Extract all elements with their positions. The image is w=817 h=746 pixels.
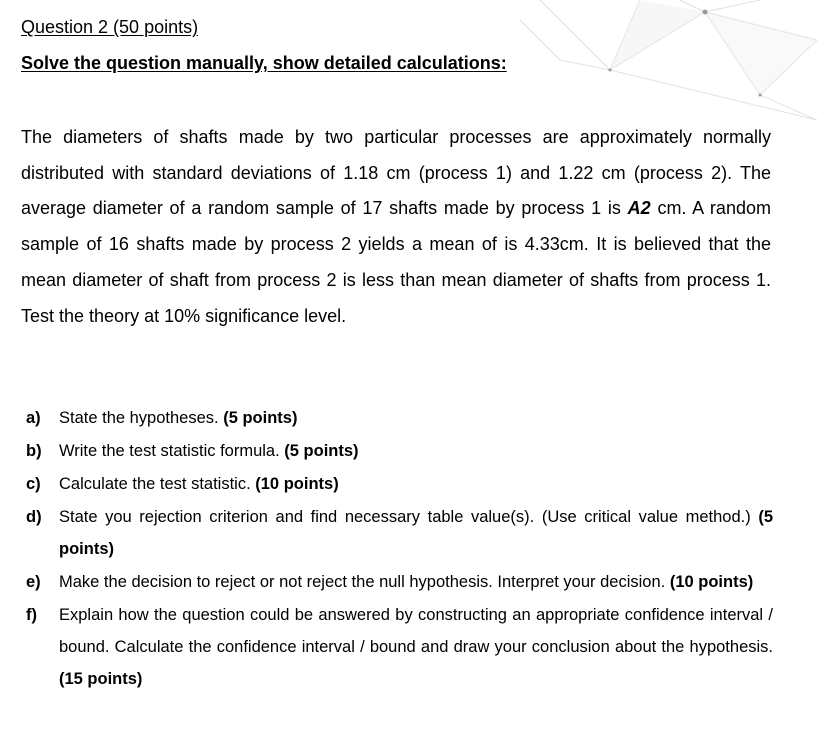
variable-a2: A2 xyxy=(627,198,651,219)
item-points: (5 points) xyxy=(223,409,298,427)
item-letter: d) xyxy=(26,508,42,526)
list-item xyxy=(21,501,773,565)
list-item xyxy=(21,468,773,500)
list-item xyxy=(21,402,773,434)
item-letter: f) xyxy=(26,606,37,624)
list-item xyxy=(21,435,773,467)
item-text: State the hypotheses. xyxy=(59,409,219,427)
item-letter: b) xyxy=(26,442,42,460)
instruction-heading: Solve the question manually, show detailed calculations: xyxy=(21,53,507,73)
problem-text-part2: cm. A random sample of 16 shafts made by process 2 yields a mean of is 4.33cm. It is believed that the mean diameter of shaft from process 2 is less than mean diameter of shafts from process 1. Test the theory at 10% significance level. xyxy=(21,198,771,326)
item-points: (10 points) xyxy=(255,475,339,493)
problem-text-part1: The diameters of shafts made by two particular processes are approximately normally distributed with standard deviations of 1.18 cm (process 1) and 1.22 cm (process 2). The average diameter of a random sample of 17 shafts made by process 1 is xyxy=(21,127,771,219)
question-title: Question 2 (50 points) xyxy=(21,17,199,37)
item-points: (5 points) xyxy=(284,442,359,460)
item-points: (5 points) xyxy=(59,508,773,558)
item-text: Make the decision to reject or not reject the null hypothesis. Interpret your decision. xyxy=(59,573,666,591)
item-text: Calculate the test statistic. xyxy=(59,475,251,493)
item-letter: a) xyxy=(26,409,41,427)
item-letter: e) xyxy=(26,573,41,591)
item-points: (10 points) xyxy=(669,573,754,591)
item-letter: c) xyxy=(26,475,41,493)
item-text: Explain how the question could be answered by constructing an appropriate confidence interval / bound. Calculate the confidence interval / bound and draw your conclusion about the hypothesis. xyxy=(59,606,773,656)
problem-statement xyxy=(21,120,771,334)
item-points: (15 points) xyxy=(59,670,143,688)
question-list xyxy=(21,402,773,695)
list-item xyxy=(21,566,773,598)
item-text: State you rejection criterion and find necessary table value(s). (Use critical value method.) xyxy=(59,508,751,526)
list-item xyxy=(21,599,773,695)
item-text: Write the test statistic formula. xyxy=(59,442,280,460)
